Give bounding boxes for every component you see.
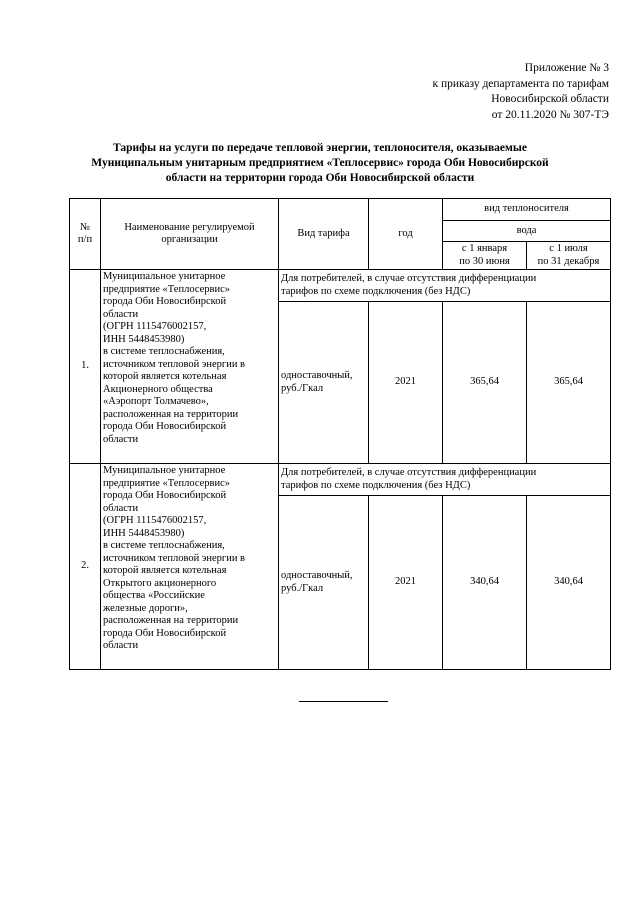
row-tariff-type: одноставочный, руб./Гкал bbox=[279, 302, 369, 464]
row-consumer-note: Для потребителей, в случае отсутствия дифференциации тарифов по схеме подключения (без НДС) bbox=[279, 464, 611, 496]
row-organization: Муниципальное унитарное предприятие «Теплосервис» города Оби Новосибирской области (ОГРН 1115476002157, ИНН 5448453980) в системе теплоснабжения, источником тепловой энергии в которой является котельная Акционерного общества «Аэропорт Толмачево», расположенная на территории города Оби Новосибирской области bbox=[101, 270, 279, 464]
appendix-line: к приказу департамента по тарифам bbox=[432, 77, 609, 90]
header-row bbox=[70, 199, 611, 221]
document-title bbox=[80, 141, 560, 186]
closing-rule-line bbox=[299, 701, 388, 702]
table-row bbox=[70, 464, 611, 496]
row-number: 2. bbox=[70, 464, 101, 670]
header-coolant-type: вид теплоносителя bbox=[443, 199, 611, 221]
header-period-2: с 1 июля по 31 декабря bbox=[527, 242, 611, 270]
header-number: № п/п bbox=[70, 199, 101, 270]
row-value-period-2: 365,64 bbox=[527, 302, 611, 464]
row-year: 2021 bbox=[369, 496, 443, 670]
row-value-period-1: 365,64 bbox=[443, 302, 527, 464]
header-tariff-type: Вид тарифа bbox=[279, 199, 369, 270]
header-year: год bbox=[369, 199, 443, 270]
row-organization: Муниципальное унитарное предприятие «Теплосервис» города Оби Новосибирской области (ОГРН 1115476002157, ИНН 5448453980) в системе теплоснабжения, источником тепловой энергии в которой является котельная Открытого акционерного общества «Российские железные дороги», расположенная на территории города Оби Новосибирской области bbox=[101, 464, 279, 670]
row-consumer-note: Для потребителей, в случае отсутствия дифференциации тарифов по схеме подключения (без НДС) bbox=[279, 270, 611, 302]
appendix-line: от 20.11.2020 № 307-ТЭ bbox=[491, 108, 609, 121]
title-line: Тарифы на услуги по передаче тепловой энергии, теплоносителя, оказываемые bbox=[113, 142, 527, 154]
table-row bbox=[70, 270, 611, 302]
header-period-1: с 1 января по 30 июня bbox=[443, 242, 527, 270]
row-number: 1. bbox=[70, 270, 101, 464]
row-tariff-type: одноставочный, руб./Гкал bbox=[279, 496, 369, 670]
title-line: области на территории города Оби Новосибирской области bbox=[165, 172, 475, 184]
row-year: 2021 bbox=[369, 302, 443, 464]
title-line: Муниципальным унитарным предприятием «Теплосервис» города Оби Новосибирской bbox=[91, 157, 549, 169]
appendix-block bbox=[432, 61, 609, 123]
tariffs-table bbox=[69, 198, 611, 670]
appendix-line: Новосибирской области bbox=[491, 93, 609, 105]
row-value-period-2: 340,64 bbox=[527, 496, 611, 670]
row-value-period-1: 340,64 bbox=[443, 496, 527, 670]
header-coolant: вода bbox=[443, 221, 611, 242]
header-organization: Наименование регулируемой организации bbox=[101, 199, 279, 270]
appendix-line: Приложение № 3 bbox=[524, 62, 609, 74]
